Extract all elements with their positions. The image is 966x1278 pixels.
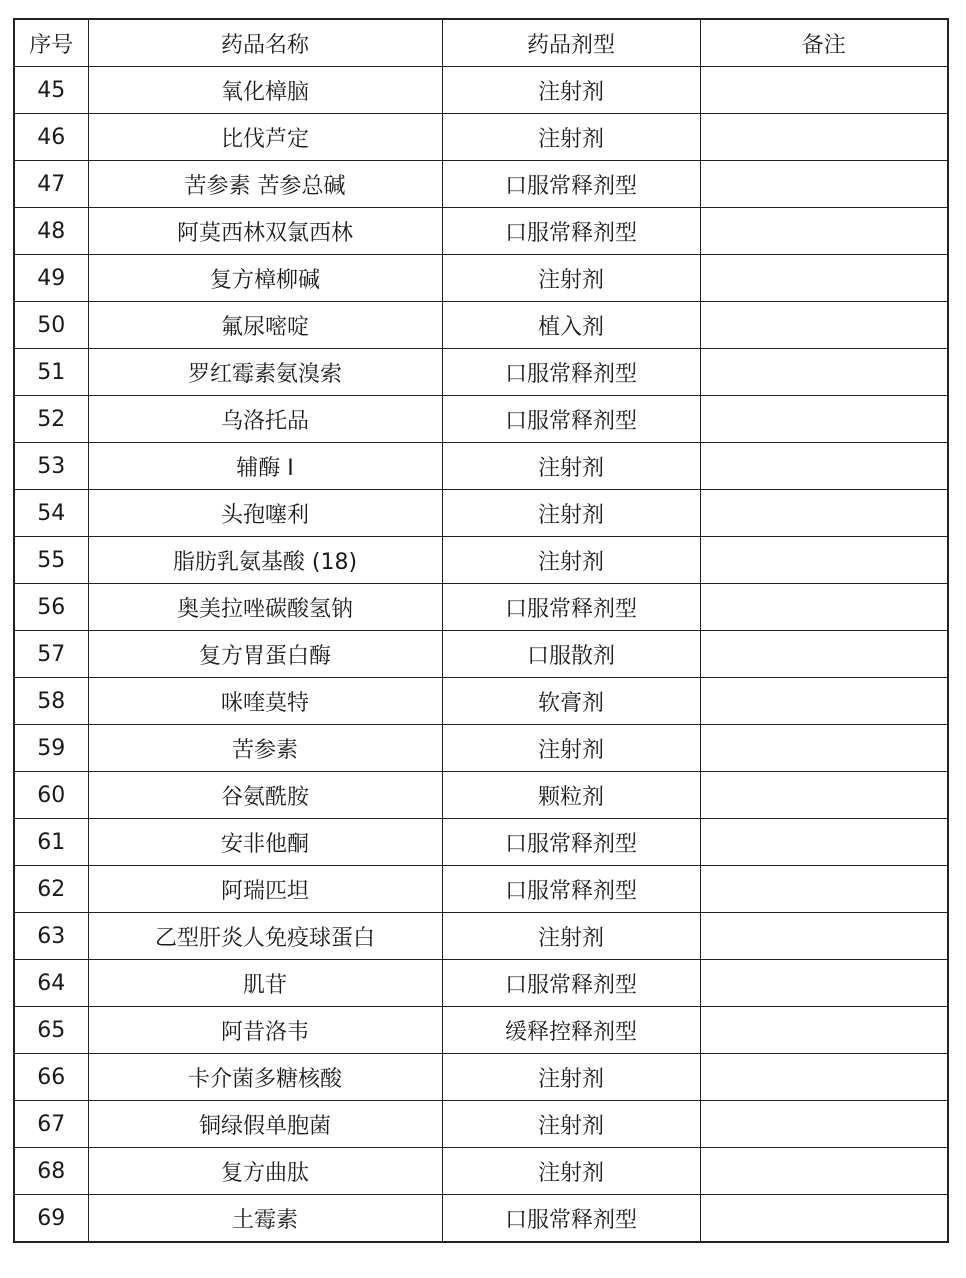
cell-dosage-form: 注射剂: [442, 1101, 700, 1148]
cell-remarks: [700, 302, 948, 349]
cell-serial-number: 58: [14, 678, 88, 725]
cell-dosage-form: 口服散剂: [442, 631, 700, 678]
cell-dosage-form: 注射剂: [442, 443, 700, 490]
cell-serial-number: 54: [14, 490, 88, 537]
cell-serial-number: 50: [14, 302, 88, 349]
cell-serial-number: 65: [14, 1007, 88, 1054]
cell-serial-number: 61: [14, 819, 88, 866]
cell-dosage-form: 口服常释剂型: [442, 866, 700, 913]
header-drug-name: 药品名称: [88, 19, 442, 67]
cell-remarks: [700, 349, 948, 396]
table-row: [14, 1054, 948, 1101]
table-row: [14, 255, 948, 302]
cell-dosage-form: 注射剂: [442, 1054, 700, 1101]
cell-remarks: [700, 913, 948, 960]
cell-serial-number: 57: [14, 631, 88, 678]
table-row: [14, 1148, 948, 1195]
cell-drug-name: 脂肪乳氨基酸 (18): [88, 537, 442, 584]
cell-remarks: [700, 490, 948, 537]
cell-remarks: [700, 1007, 948, 1054]
cell-dosage-form: 口服常释剂型: [442, 960, 700, 1007]
cell-dosage-form: 缓释控释剂型: [442, 1007, 700, 1054]
cell-remarks: [700, 208, 948, 255]
cell-drug-name: 比伐芦定: [88, 114, 442, 161]
cell-remarks: [700, 255, 948, 302]
table-row: [14, 819, 948, 866]
cell-drug-name: 谷氨酰胺: [88, 772, 442, 819]
table-row: [14, 772, 948, 819]
cell-remarks: [700, 960, 948, 1007]
table-row: [14, 584, 948, 631]
header-serial-number: 序号: [14, 19, 88, 67]
cell-serial-number: 56: [14, 584, 88, 631]
cell-dosage-form: 注射剂: [442, 255, 700, 302]
table-row: [14, 490, 948, 537]
cell-dosage-form: 注射剂: [442, 114, 700, 161]
cell-drug-name: 复方曲肽: [88, 1148, 442, 1195]
cell-remarks: [700, 67, 948, 114]
cell-drug-name: 氧化樟脑: [88, 67, 442, 114]
cell-drug-name: 铜绿假单胞菌: [88, 1101, 442, 1148]
cell-serial-number: 63: [14, 913, 88, 960]
cell-remarks: [700, 772, 948, 819]
table-row: [14, 537, 948, 584]
cell-drug-name: 阿昔洛韦: [88, 1007, 442, 1054]
cell-dosage-form: 颗粒剂: [442, 772, 700, 819]
cell-serial-number: 55: [14, 537, 88, 584]
header-dosage-form: 药品剂型: [442, 19, 700, 67]
cell-remarks: [700, 725, 948, 772]
cell-drug-name: 土霉素: [88, 1195, 442, 1243]
cell-serial-number: 48: [14, 208, 88, 255]
table-row: [14, 67, 948, 114]
cell-dosage-form: 口服常释剂型: [442, 208, 700, 255]
table-row: [14, 114, 948, 161]
cell-serial-number: 62: [14, 866, 88, 913]
cell-serial-number: 64: [14, 960, 88, 1007]
cell-serial-number: 45: [14, 67, 88, 114]
cell-drug-name: 奥美拉唑碳酸氢钠: [88, 584, 442, 631]
table-row: [14, 396, 948, 443]
header-row: [14, 19, 948, 67]
cell-remarks: [700, 396, 948, 443]
cell-drug-name: 阿莫西林双氯西林: [88, 208, 442, 255]
cell-serial-number: 67: [14, 1101, 88, 1148]
cell-remarks: [700, 443, 948, 490]
cell-drug-name: 乌洛托品: [88, 396, 442, 443]
cell-drug-name: 苦参素: [88, 725, 442, 772]
cell-drug-name: 苦参素 苦参总碱: [88, 161, 442, 208]
cell-drug-name: 复方樟柳碱: [88, 255, 442, 302]
cell-remarks: [700, 631, 948, 678]
table-row: [14, 443, 948, 490]
drug-list-table: [13, 18, 949, 1243]
table-row: [14, 678, 948, 725]
cell-dosage-form: 口服常释剂型: [442, 1195, 700, 1243]
cell-drug-name: 氟尿嘧啶: [88, 302, 442, 349]
cell-dosage-form: 口服常释剂型: [442, 584, 700, 631]
cell-serial-number: 66: [14, 1054, 88, 1101]
cell-dosage-form: 注射剂: [442, 913, 700, 960]
cell-remarks: [700, 537, 948, 584]
cell-dosage-form: 注射剂: [442, 537, 700, 584]
cell-serial-number: 69: [14, 1195, 88, 1243]
table-row: [14, 208, 948, 255]
cell-drug-name: 咪喹莫特: [88, 678, 442, 725]
table-row: [14, 1007, 948, 1054]
cell-drug-name: 肌苷: [88, 960, 442, 1007]
cell-remarks: [700, 114, 948, 161]
cell-serial-number: 49: [14, 255, 88, 302]
cell-dosage-form: 注射剂: [442, 725, 700, 772]
cell-remarks: [700, 1101, 948, 1148]
cell-remarks: [700, 1148, 948, 1195]
table-row: [14, 725, 948, 772]
cell-remarks: [700, 161, 948, 208]
cell-dosage-form: 口服常释剂型: [442, 349, 700, 396]
cell-dosage-form: 口服常释剂型: [442, 396, 700, 443]
cell-drug-name: 乙型肝炎人免疫球蛋白: [88, 913, 442, 960]
table-row: [14, 631, 948, 678]
cell-remarks: [700, 866, 948, 913]
cell-dosage-form: 植入剂: [442, 302, 700, 349]
table-row: [14, 1101, 948, 1148]
cell-dosage-form: 口服常释剂型: [442, 819, 700, 866]
table-header: [14, 19, 948, 67]
cell-serial-number: 53: [14, 443, 88, 490]
table-row: [14, 302, 948, 349]
cell-dosage-form: 注射剂: [442, 1148, 700, 1195]
cell-serial-number: 51: [14, 349, 88, 396]
cell-drug-name: 罗红霉素氨溴索: [88, 349, 442, 396]
cell-dosage-form: 注射剂: [442, 490, 700, 537]
cell-remarks: [700, 584, 948, 631]
cell-remarks: [700, 678, 948, 725]
cell-remarks: [700, 819, 948, 866]
cell-dosage-form: 口服常释剂型: [442, 161, 700, 208]
cell-serial-number: 46: [14, 114, 88, 161]
cell-serial-number: 47: [14, 161, 88, 208]
table-row: [14, 866, 948, 913]
cell-drug-name: 卡介菌多糖核酸: [88, 1054, 442, 1101]
cell-serial-number: 60: [14, 772, 88, 819]
cell-dosage-form: 注射剂: [442, 67, 700, 114]
cell-serial-number: 52: [14, 396, 88, 443]
table-row: [14, 960, 948, 1007]
table-row: [14, 349, 948, 396]
cell-serial-number: 68: [14, 1148, 88, 1195]
header-remarks: 备注: [700, 19, 948, 67]
cell-drug-name: 复方胃蛋白酶: [88, 631, 442, 678]
cell-remarks: [700, 1054, 948, 1101]
table-row: [14, 161, 948, 208]
table-row: [14, 913, 948, 960]
table-body: [14, 67, 948, 1243]
cell-drug-name: 阿瑞匹坦: [88, 866, 442, 913]
table-row: [14, 1195, 948, 1243]
cell-drug-name: 头孢噻利: [88, 490, 442, 537]
cell-serial-number: 59: [14, 725, 88, 772]
cell-drug-name: 安非他酮: [88, 819, 442, 866]
cell-drug-name: 辅酶 I: [88, 443, 442, 490]
cell-remarks: [700, 1195, 948, 1243]
cell-dosage-form: 软膏剂: [442, 678, 700, 725]
